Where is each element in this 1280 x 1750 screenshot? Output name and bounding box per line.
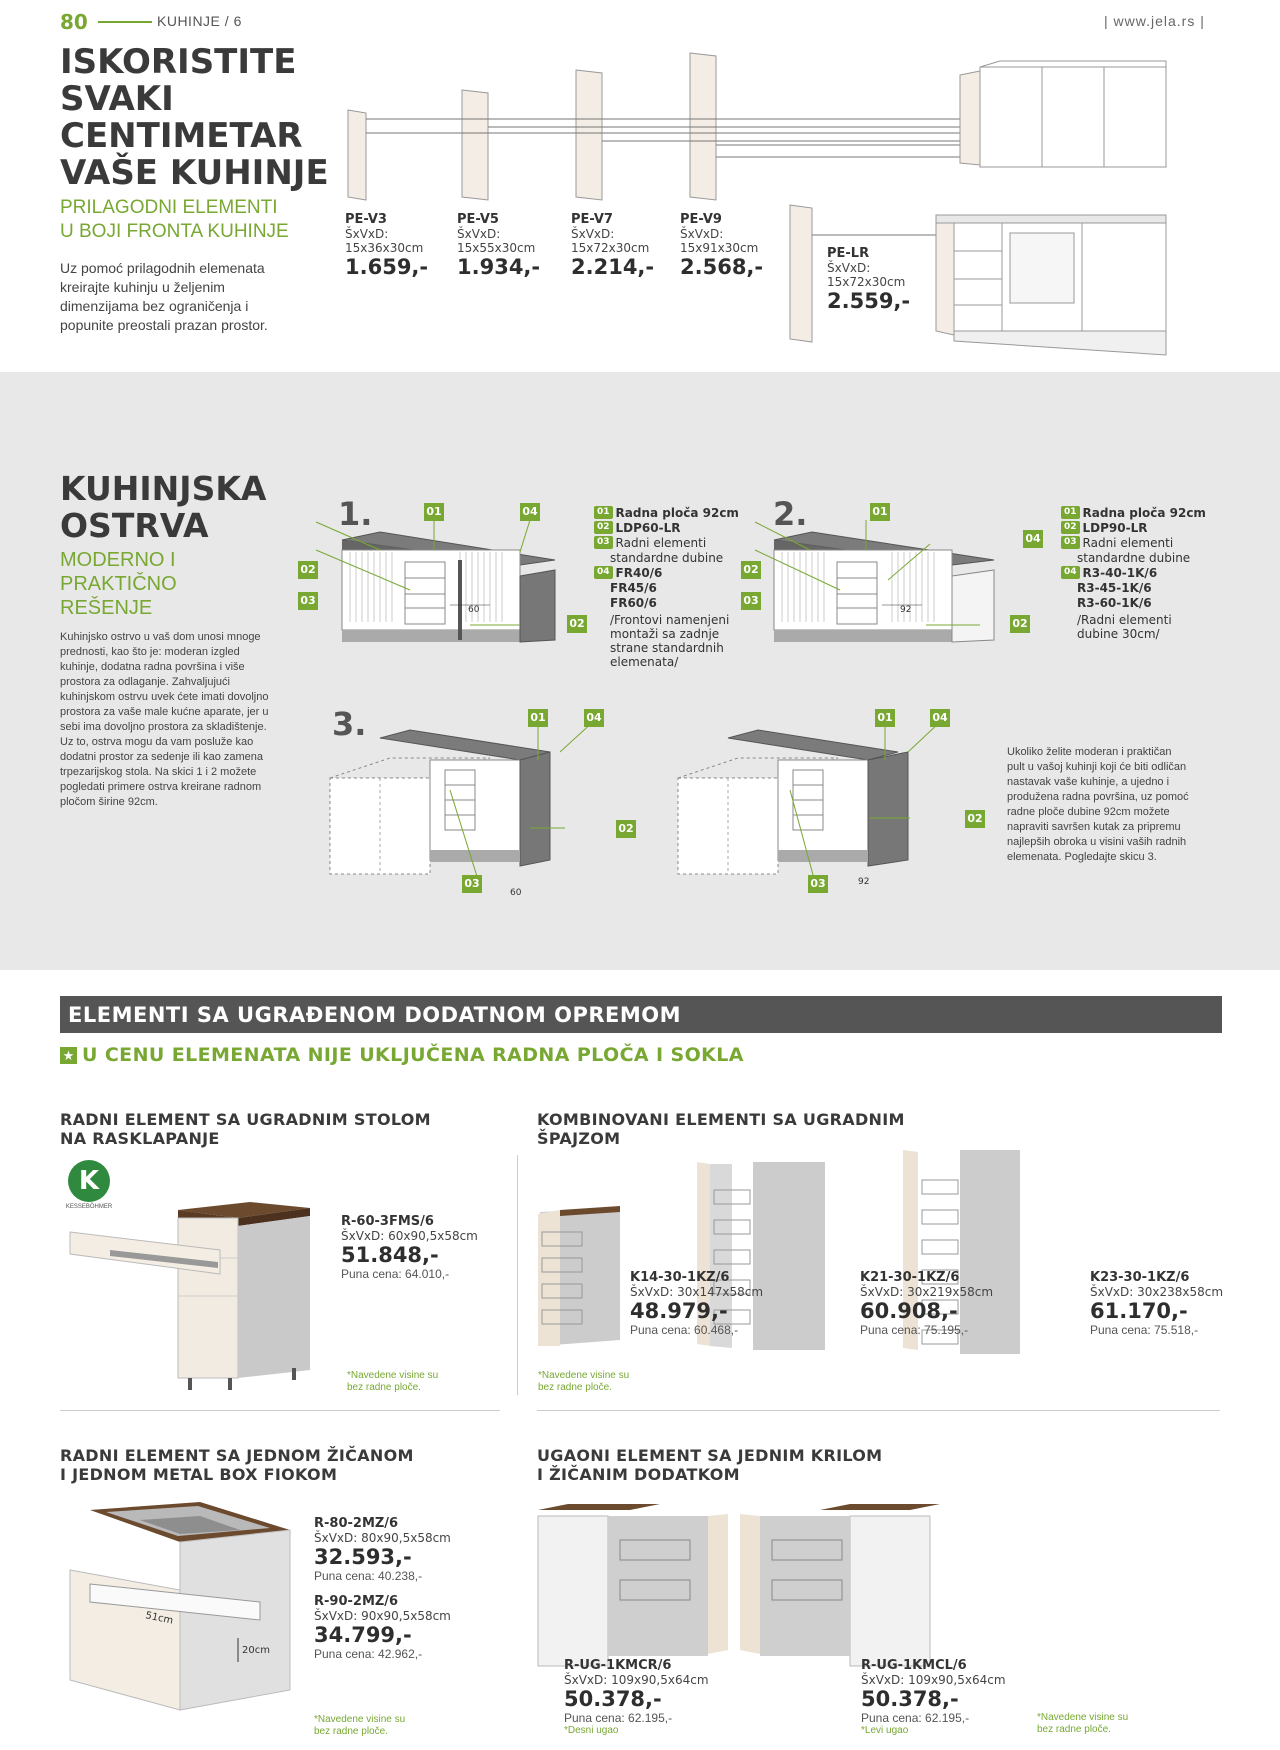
side-panels-illustration [330,45,1180,365]
panel-price: 1.659,- [345,255,429,279]
sketch-3-description [1007,745,1189,865]
product-k21-30-1kz [860,1270,993,1337]
sketch-3-line: elemenata. Pogledajte skicu 3. [1007,851,1157,863]
panel-dims-label: ŠxVxD: [345,227,389,241]
equipment-banner-title: ELEMENTI SA UGRAĐENOM DODATNOM OPREMOM [68,1003,682,1027]
product-full-price: Puna cena: 64.010,- [341,1267,450,1281]
panel-dims: 15x91x30cm [680,241,759,255]
section-title-line: I JEDNOM METAL BOX FIOKOM [60,1465,338,1484]
product-price: 50.378,- [564,1687,662,1711]
island-body [60,630,290,810]
product-k23-30-1kz [1090,1270,1223,1337]
island-title-line: KUHINJSKA [60,469,267,508]
legend-text: Radna ploča 92cm [1082,506,1206,520]
height-note [1037,1712,1128,1736]
note-line: *Navedene visine su [1037,1712,1129,1723]
marker-03: 03 [462,875,482,893]
drawer-height-label: 20cm [242,1645,270,1656]
product-dims: ŠxVxD: 30x147x58cm [630,1285,764,1299]
panel-dims: 15x36x30cm [345,241,424,255]
marker-04: 04 [520,503,540,521]
section-label: KUHINJE / 6 [157,13,242,29]
sketch-3-line: napraviti savršen kutak za pripremu [1007,821,1181,833]
note-line: bez radne ploče. [314,1726,388,1737]
legend-tag: 04 [594,566,613,579]
legend-tag: 03 [1061,536,1080,549]
marker-04: 04 [1023,530,1043,548]
intro-body-line: popunite preostali prazan prostor. [60,317,268,333]
drawer-depth-label: 51cm [144,1610,175,1627]
legend-text: standardne dubine [1077,551,1191,565]
intro-title-line: CENTIMETAR [60,116,303,156]
island-body-line: kuhinje, dodatna radna površina i više [60,661,245,673]
product-k14-30-1kz [630,1270,763,1337]
marker-02: 02 [616,820,636,838]
note-line: bez radne ploče. [347,1382,421,1393]
note-line: bez radne ploče. [538,1382,612,1393]
legend-tag: 02 [1061,521,1080,534]
header-rule [98,21,152,23]
product-code: R-60-3FMS/6 [341,1214,434,1229]
marker-04: 04 [584,709,604,727]
dim-label: 92 [900,605,912,615]
legend-tag: 02 [594,521,613,534]
panel-dims: 15x55x30cm [457,241,536,255]
legend-note: montaži sa zadnje [610,627,720,641]
sketch-3-line: radne ploče dubine 92cm možete [1007,806,1170,818]
product-code: R-UG-1KMCR/6 [564,1658,672,1673]
legend-text: LDP90-LR [1082,521,1148,535]
island-subtitle [60,548,177,620]
product-price: 60.908,- [860,1299,958,1323]
legend-tag: 01 [594,506,613,519]
panel-code: PE-V5 [457,212,499,227]
page-number: 80 [60,10,88,34]
section-title-line: ŠPAJZOM [537,1129,621,1148]
intro-title-line: SVAKI [60,79,174,119]
dim-label: 60 [510,888,522,898]
price-notice: U CENU ELEMENATA NIJE UKLJUČENA RADNA PLOČA I SOKLA [82,1044,744,1066]
product-price: 61.170,- [1090,1299,1188,1323]
legend-text: Radna ploča 92cm [615,506,739,520]
legend-tag: 01 [1061,506,1080,519]
panel-dims-label: ŠxVxD: [457,227,501,241]
height-note [314,1714,405,1738]
legend-text: R3-60-1K/6 [1077,596,1152,610]
product-price: 51.848,- [341,1243,439,1267]
panel-code: PE-LR [827,246,870,261]
marker-03: 03 [741,592,761,610]
product-dims: ŠxVxD: 30x238x58cm [1090,1285,1224,1299]
note-line: *Navedene visine su [347,1370,439,1381]
legend-text: FR60/6 [610,596,657,610]
intro-title [60,44,329,192]
marker-02: 02 [1010,615,1030,633]
product-r-90-2mz [314,1594,451,1661]
section-title-line: NA RASKLAPANJE [60,1129,220,1148]
island-body-line: prostora za vaše male kućne aparate, jer u [60,706,269,718]
product-code: R-UG-1KMCL/6 [861,1658,967,1673]
sketch-3-line: najlepših obroka u visini vaših radnih [1007,836,1187,848]
product-code: K14-30-1KZ/6 [630,1270,730,1285]
product-full-price: Puna cena: 62.195,- [564,1711,673,1725]
product-r-80-2mz [314,1516,451,1583]
intro-body-line: dimenzijama bez ograničenja i [60,298,249,314]
product-full-price: Puna cena: 60.468,- [630,1323,739,1337]
product-r-ug-1kmcl [861,1658,1006,1737]
product-dims: ŠxVxD: 90x90,5x58cm [314,1609,451,1623]
product-code: R-80-2MZ/6 [314,1516,399,1531]
panel-dims-label: ŠxVxD: [827,261,871,275]
panel-pe-v9 [680,212,763,279]
note-line: bez radne ploče. [1037,1724,1111,1735]
product-code: K23-30-1KZ/6 [1090,1270,1190,1285]
note-line: *Navedene visine su [314,1714,406,1725]
marker-02: 02 [298,561,318,579]
intro-subtitle [60,196,289,244]
legend-text: FR40/6 [615,566,663,580]
panel-code: PE-V9 [680,212,722,227]
intro-subtitle-line: PRILAGODNI ELEMENTI [60,197,278,218]
panel-pe-v5 [457,212,540,279]
intro-body-line: kreirajte kuhinju u željenim [60,279,225,295]
island-subtitle-line: REŠENJE [60,597,153,619]
corner-side-note: *Levi ugao [861,1725,909,1736]
legend-note: dubine 30cm/ [1077,627,1160,641]
product-price: 32.593,- [314,1545,412,1569]
marker-02: 02 [567,615,587,633]
product-price: 50.378,- [861,1687,959,1711]
marker-03: 03 [808,875,828,893]
legend-note: elemenata/ [610,655,679,669]
sketch-number-1: 1. [338,495,373,533]
marker-03: 03 [298,592,318,610]
product-full-price: Puna cena: 40.238,- [314,1569,423,1583]
section-title-line: KOMBINOVANI ELEMENTI SA UGRADNIM [537,1110,905,1129]
legend-text: Radni elementi [615,536,707,550]
product-dims: ŠxVxD: 109x90,5x64cm [861,1673,1006,1687]
marker-02: 02 [741,561,761,579]
product-full-price: Puna cena: 75.518,- [1090,1323,1199,1337]
marker-04: 04 [930,709,950,727]
dim-label: 60 [468,605,480,615]
product-full-price: Puna cena: 75.195,- [860,1323,969,1337]
intro-body-line: Uz pomoć prilagodnih elemenata [60,260,265,276]
island-body-line: dodatni prostor za sedenje ili kao zamena [60,751,264,763]
panel-price: 2.568,- [680,255,764,279]
island-body-line: Kuhinjsko ostrvo u vaš dom unosi mnoge [60,631,261,643]
legend-tag: 03 [594,536,613,549]
sketch-number-3: 3. [332,705,367,743]
panel-pe-v3 [345,212,428,279]
island-body-line: Uz to, ostrva mogu da vam posluže kao [60,736,254,748]
section-title-line: I ŽIČANIM DODATKOM [537,1465,740,1484]
product-r-60-3fms [341,1214,478,1281]
legend-sketch-2 [1061,506,1206,641]
note-line: *Navedene visine su [538,1370,630,1381]
panel-dims: 15x72x30cm [827,275,906,289]
product-r-ug-1kmcr [564,1658,709,1737]
star-icon: ★ [60,1047,77,1064]
section-title-line: RADNI ELEMENT SA UGRADNIM STOLOM [60,1110,431,1129]
product-code: K21-30-1KZ/6 [860,1270,960,1285]
panel-pe-lr [827,246,910,313]
panel-price: 2.214,- [571,255,655,279]
island-body-line: kuhinjskom ostrvu uvek ćete imati dovoljno [60,691,269,703]
section-title-line: RADNI ELEMENT SA JEDNOM ŽIČANOM [60,1446,414,1465]
product-dims: ŠxVxD: 80x90,5x58cm [314,1531,451,1545]
island-body-line: sebi ima dovoljno prostora za skladištenje. [60,721,267,733]
panel-price: 1.934,- [457,255,541,279]
sketch-number-2: 2. [773,495,808,533]
panel-dims-label: ŠxVxD: [680,227,724,241]
intro-subtitle-line: U BOJI FRONTA KUHINJE [60,221,289,242]
intro-title-line: VAŠE KUHINJE [60,153,329,193]
legend-tag: 04 [1061,566,1080,579]
product-price: 48.979,- [630,1299,728,1323]
marker-01: 01 [870,503,890,521]
legend-text: Radni elementi [1082,536,1174,550]
section-title-pantry [537,1110,905,1148]
panel-price: 2.559,- [827,289,911,313]
legend-note: /Radni elementi [1077,613,1172,627]
height-note [538,1370,629,1394]
panel-code: PE-V7 [571,212,613,227]
sketch-3-line: Ukoliko želite moderan i praktičan [1007,746,1172,758]
island-body-line: trpezarijskog stola. Na skici 1 i 2 možete [60,766,257,778]
panel-code: PE-V3 [345,212,387,227]
sketch-3-line: produžena radna površina, uz pomoć [1007,791,1189,803]
dim-label: 92 [858,877,870,887]
island-body-line: pogledati primere ostrva kreirane radnom [60,781,262,793]
panel-pe-v7 [571,212,654,279]
legend-note: strane standardnih [610,641,724,655]
product-full-price: Puna cena: 62.195,- [861,1711,970,1725]
legend-text: R3-45-1K/6 [1077,581,1152,595]
product-full-price: Puna cena: 42.962,- [314,1647,423,1661]
marker-01: 01 [528,709,548,727]
intro-body [60,259,268,335]
product-price: 34.799,- [314,1623,412,1647]
marker-01: 01 [424,503,444,521]
product-dims: ŠxVxD: 30x219x58cm [860,1285,994,1299]
legend-text: FR45/6 [610,581,657,595]
marker-02: 02 [965,810,985,828]
product-dims: ŠxVxD: 109x90,5x64cm [564,1673,709,1687]
corner-side-note: *Desni ugao [564,1725,619,1736]
section-title-folding-table [60,1110,431,1148]
panel-dims-label: ŠxVxD: [571,227,615,241]
marker-01: 01 [875,709,895,727]
product-code: R-90-2MZ/6 [314,1594,399,1609]
sketch-3-line: nastavak vaše kuhinje, a ujedno i [1007,776,1170,788]
section-title-line: UGAONI ELEMENT SA JEDNIM KRILOM [537,1446,883,1465]
island-subtitle-line: PRAKTIČNO [60,573,177,595]
island-subtitle-line: MODERNO I [60,549,176,571]
sketch-3-line: pult u vašoj kuhinji koji će biti odličan [1007,761,1187,773]
height-note [347,1370,438,1394]
k-logo-text: KESSEBÖHMER [65,1204,113,1210]
island-title [60,470,266,544]
website-link[interactable]: | www.jela.rs | [1104,13,1205,29]
legend-text: standardne dubine [610,551,724,565]
product-dims: ŠxVxD: 60x90,5x58cm [341,1229,478,1243]
island-body-line: prostora za odlaganje. Zahvaljujući [60,676,230,688]
island-body-line: prednosti, kao što je: moderan izgled [60,646,240,658]
intro-title-line: ISKORISTITE [60,42,297,82]
legend-note: /Frontovi namenjeni [610,613,730,627]
legend-sketch-1 [594,506,739,669]
panel-dims: 15x72x30cm [571,241,650,255]
island-body-line: pločom širine 92cm. [60,796,158,808]
legend-text: LDP60-LR [615,521,681,535]
k-logo-icon: K [68,1160,110,1202]
legend-text: R3-40-1K/6 [1082,566,1158,580]
island-title-line: OSTRVA [60,506,209,545]
